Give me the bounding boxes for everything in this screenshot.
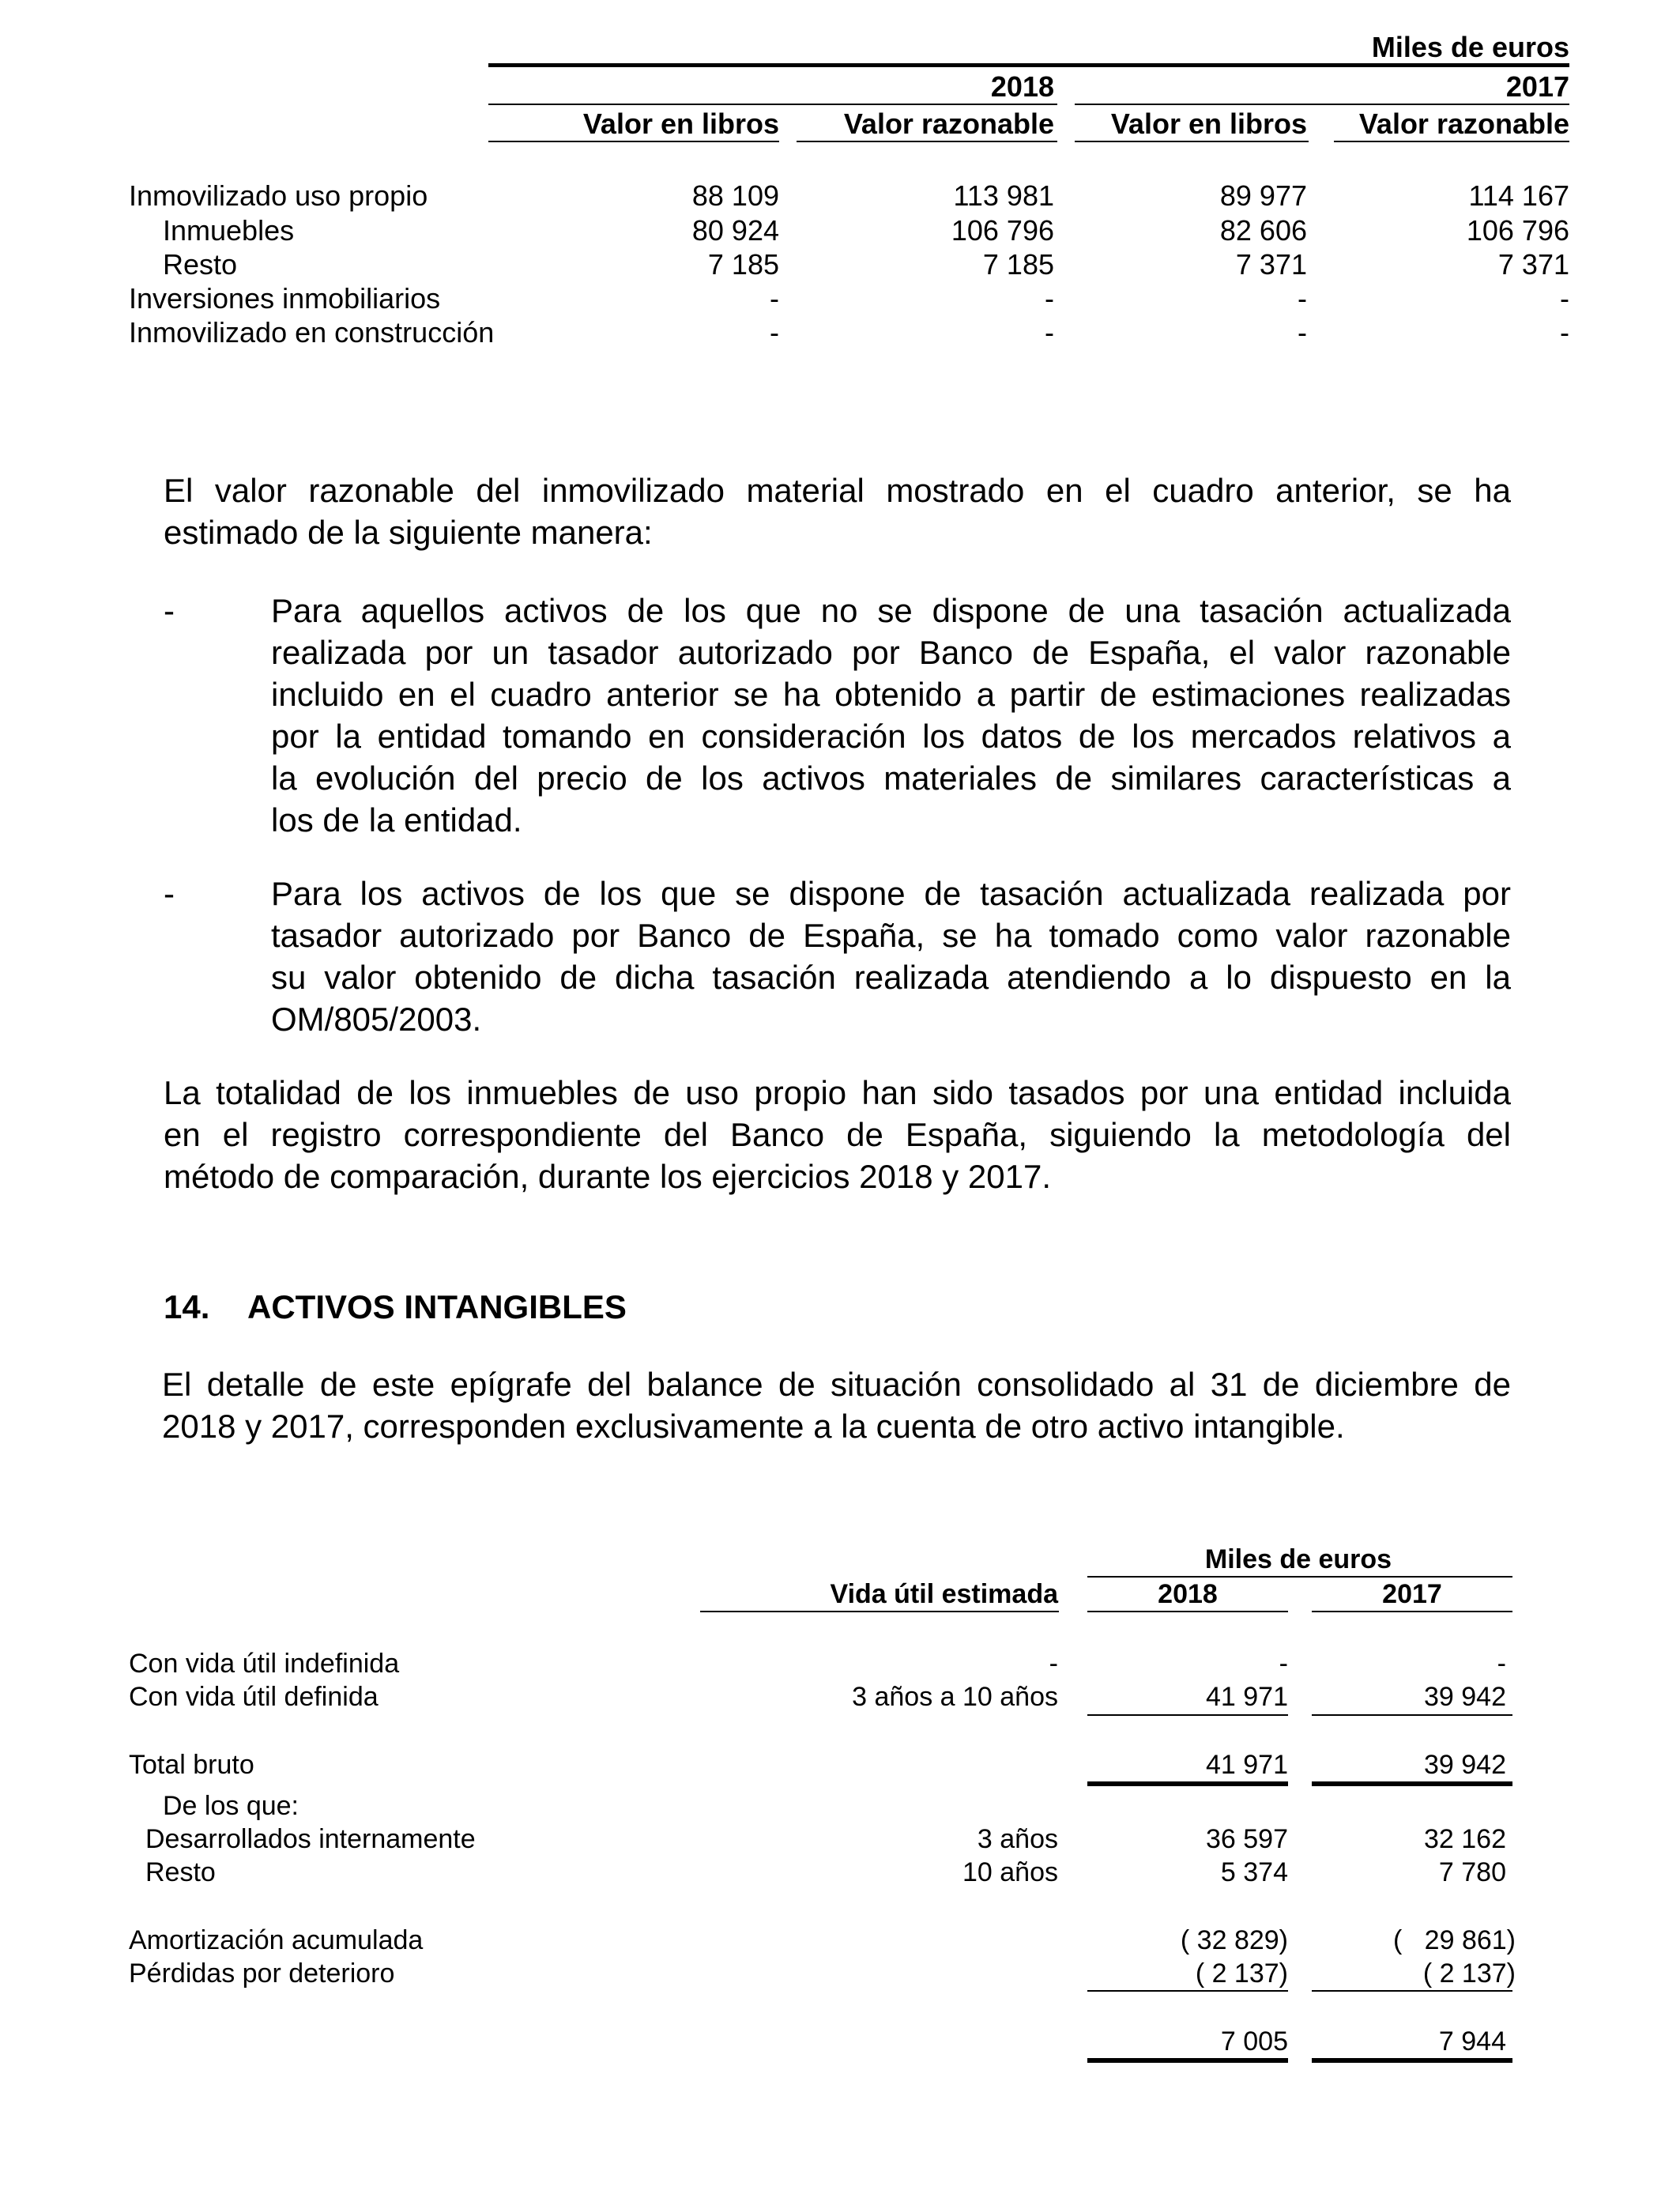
- table2-row-label: Resto: [145, 1857, 216, 1887]
- table1-cell: 7 371: [1497, 248, 1569, 281]
- table2-cell: 41 971: [1206, 1750, 1288, 1780]
- table2-cell-vida: 3 años: [977, 1824, 1058, 1854]
- table1-cell: -: [770, 316, 779, 349]
- text-line: El valor razonable del inmovilizado material mostrado en el cuadro anterior, se ha: [164, 472, 1511, 509]
- text-line: tasador autorizado por Banco de España, se ha tomado como valor razonable: [271, 917, 1511, 954]
- table2-cell-vida: -: [1049, 1649, 1058, 1679]
- table2-cell: 5 374: [1220, 1857, 1288, 1887]
- table2-row-label: Con vida útil indefinida: [129, 1649, 400, 1679]
- table1-cell: -: [1298, 316, 1307, 349]
- table2-col-rule: [700, 1611, 1059, 1612]
- table2-col-rule: [1087, 1611, 1288, 1612]
- table1-row-label: Inmovilizado en construcción: [129, 316, 495, 349]
- table2-row-label: Total bruto: [129, 1750, 254, 1780]
- table2-col-vida: Vida útil estimada: [830, 1579, 1058, 1609]
- table1-row-label: Inversiones inmobiliarios: [129, 282, 441, 315]
- bullet-item: [271, 873, 1511, 1040]
- table2-cell: ( 2 137): [1422, 1958, 1516, 1989]
- paragraph-intro: [164, 469, 1511, 553]
- text-line: incluido en el cuadro anterior se ha obtenido a partir de estimaciones realizadas: [271, 676, 1511, 713]
- table1-col-valor-razonable-2017: Valor razonable: [1358, 107, 1569, 140]
- table1-cell: -: [1560, 316, 1569, 349]
- table1-col-valor-libros-2018: Valor en libros: [582, 107, 779, 140]
- table1-row-label: Resto: [163, 248, 238, 281]
- table1-top-rule: [488, 63, 1569, 67]
- table1-cell: 88 109: [691, 179, 779, 212]
- text-line: Para los activos de los que se dispone de tasación actualizada realizada por: [271, 875, 1511, 912]
- table1-cell: 106 796: [951, 214, 1054, 247]
- table1-col-valor-razonable-2018: Valor razonable: [843, 107, 1054, 140]
- table1-year-2018: 2018: [990, 70, 1054, 103]
- table1-col-rule: [1075, 141, 1309, 142]
- table1-cell: 106 796: [1466, 214, 1569, 247]
- text-line: El detalle de este epígrafe del balance de situación consolidado al 31 de diciembre de: [162, 1366, 1511, 1403]
- table1-col-valor-libros-2017: Valor en libros: [1110, 107, 1307, 140]
- table2-cell: 41 971: [1206, 1682, 1288, 1712]
- table2-cell-vida: 3 años a 10 años: [852, 1682, 1058, 1712]
- text-line: su valor obtenido de dicha tasación realizada atendiendo a lo dispuesto en la: [271, 959, 1511, 996]
- table2-net-rule: [1312, 1990, 1512, 1992]
- text-line: por la entidad tomando en consideración los datos de los mercados relativos a: [271, 718, 1511, 755]
- bullet-marker: -: [164, 875, 175, 912]
- table1-cell: 7 185: [982, 248, 1054, 281]
- table1-cell: -: [1560, 282, 1569, 315]
- table1-cell: 89 977: [1219, 179, 1307, 212]
- text-line: método de comparación, durante los ejercicios 2018 y 2017.: [164, 1158, 1052, 1195]
- table1-row-label: Inmovilizado uso propio: [129, 179, 428, 212]
- text-line: 2018 y 2017, corresponden exclusivamente a la cuenta de otro activo intangible.: [162, 1408, 1345, 1445]
- text-line: en el registro correspondiente del Banco de España, siguiendo la metodología del: [164, 1116, 1511, 1153]
- table1-cell: 113 981: [953, 179, 1054, 212]
- table2-cell: 36 597: [1206, 1824, 1288, 1854]
- table1-year-2018-rule: [488, 104, 1057, 105]
- table2-final-double-rule: [1312, 2058, 1512, 2063]
- table2-cell: ( 2 137): [1195, 1958, 1288, 1989]
- table2-net-total: 7 005: [1220, 2026, 1288, 2056]
- table2-total-double-rule: [1087, 1781, 1288, 1786]
- table1-cell: 82 606: [1219, 214, 1307, 247]
- text-line: Para aquellos activos de los que no se dispone de una tasación actualizada: [271, 592, 1511, 629]
- table1-cell: 114 167: [1468, 179, 1569, 212]
- table2-cell: ( 32 829): [1180, 1925, 1288, 1955]
- table1-year-2017: 2017: [1505, 70, 1569, 103]
- table1-cell: -: [1045, 282, 1054, 315]
- section-title: ACTIVOS INTANGIBLES: [247, 1288, 627, 1325]
- table2-row-label: Desarrollados internamente: [145, 1824, 476, 1854]
- table1-cell: -: [770, 282, 779, 315]
- table2-unit: Miles de euros: [1204, 1544, 1392, 1574]
- table2-net-total: 7 944: [1438, 2026, 1506, 2056]
- table2-cell-vida: 10 años: [962, 1857, 1058, 1887]
- table2-row-label: Pérdidas por deterioro: [129, 1958, 395, 1989]
- table2-year-2017: 2017: [1382, 1579, 1442, 1609]
- bullet-marker: -: [164, 592, 175, 629]
- table2-year-2018: 2018: [1158, 1579, 1218, 1609]
- table2-row-label: Con vida útil definida: [129, 1682, 379, 1712]
- text-line: realizada por un tasador autorizado por Banco de España, el valor razonable: [271, 634, 1511, 671]
- table1-col-rule: [1334, 141, 1569, 142]
- text-line: estimado de la siguiente manera:: [164, 514, 653, 551]
- table1-cell: -: [1045, 316, 1054, 349]
- table2-cell: 39 942: [1424, 1682, 1506, 1712]
- text-line: los de la entidad.: [271, 801, 522, 839]
- table2-net-rule: [1087, 1990, 1288, 1992]
- table1-unit: Miles de euros: [1371, 31, 1569, 63]
- table2-total-double-rule: [1312, 1781, 1512, 1786]
- table1-row-label: Inmuebles: [163, 214, 295, 247]
- table2-cell: -: [1497, 1649, 1506, 1679]
- table2-cell: 32 162: [1424, 1824, 1506, 1854]
- table2-cell: ( 29 861): [1393, 1925, 1516, 1955]
- table1-col-rule: [797, 141, 1057, 142]
- table1-cell: 7 185: [707, 248, 779, 281]
- table2-row-label: Amortización acumulada: [129, 1925, 424, 1955]
- table1-cell: 7 371: [1235, 248, 1307, 281]
- text-line: OM/805/2003.: [271, 1001, 482, 1038]
- table1-cell: -: [1298, 282, 1307, 315]
- section-number: 14.: [164, 1288, 210, 1325]
- table2-row-label: De los que:: [163, 1791, 299, 1821]
- bullet-item: [271, 590, 1511, 841]
- table2-subtotal-rule: [1312, 1714, 1512, 1716]
- table2-subtotal-rule: [1087, 1714, 1288, 1716]
- table2-cell: 7 780: [1438, 1857, 1506, 1887]
- table1-cell: 80 924: [691, 214, 779, 247]
- table2-col-rule: [1312, 1611, 1512, 1612]
- table2-cell: 39 942: [1424, 1750, 1506, 1780]
- paragraph-intangibles: [162, 1363, 1511, 1447]
- table2-final-double-rule: [1087, 2058, 1288, 2063]
- text-line: la evolución del precio de los activos materiales de similares características a: [271, 760, 1511, 797]
- table2-cell: -: [1279, 1649, 1288, 1679]
- paragraph-tasacion: [164, 1072, 1511, 1197]
- table1-col-rule: [488, 141, 779, 142]
- text-line: La totalidad de los inmuebles de uso propio han sido tasados por una entidad incluida: [164, 1074, 1511, 1111]
- table1-year-2017-rule: [1075, 104, 1569, 105]
